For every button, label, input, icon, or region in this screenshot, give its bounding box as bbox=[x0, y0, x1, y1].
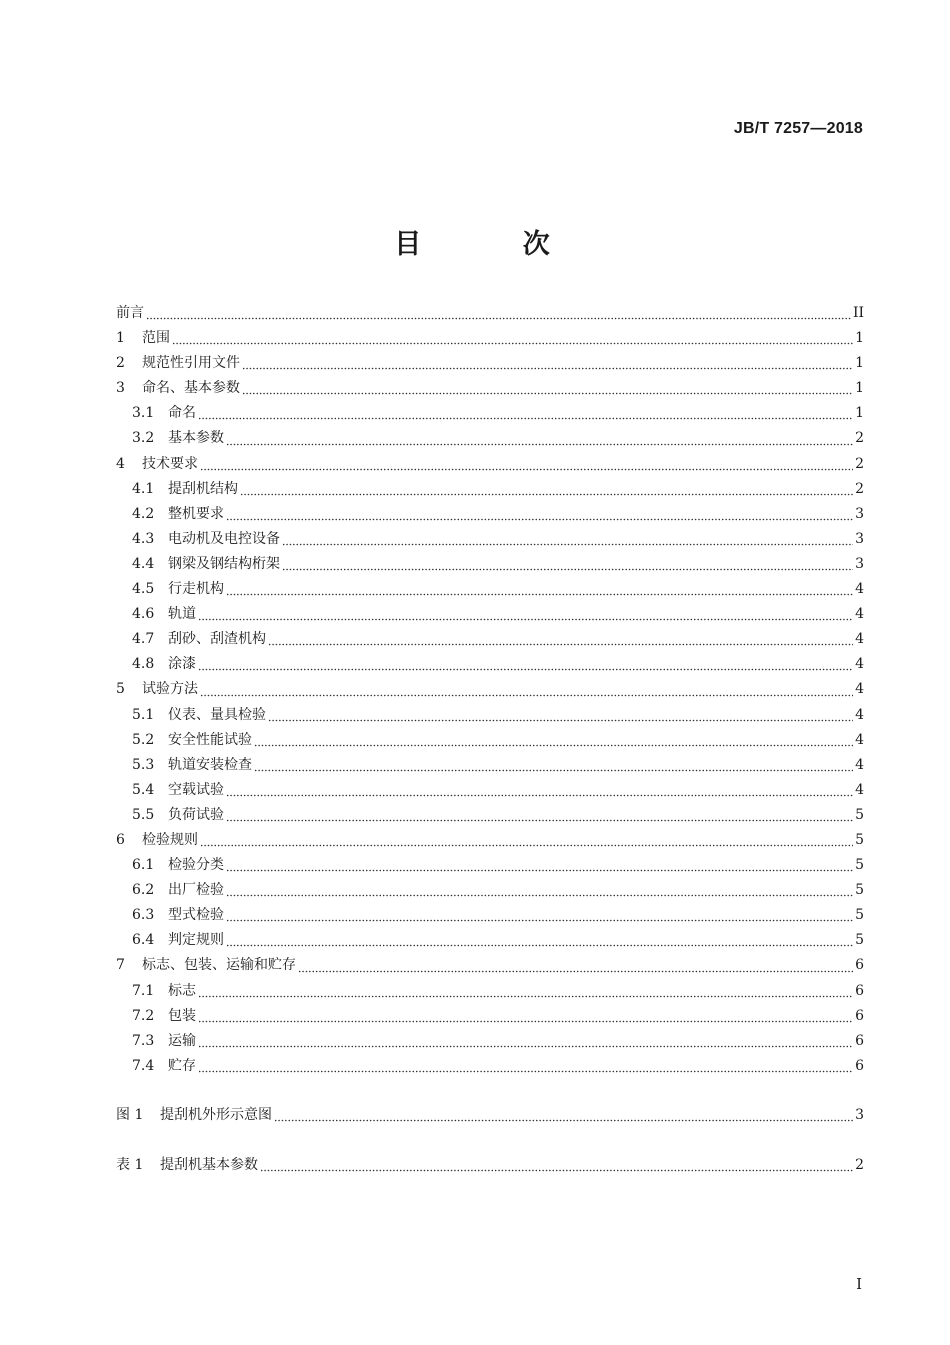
dot-leader bbox=[226, 862, 853, 872]
toc-entry-number: 6.1 bbox=[132, 857, 155, 874]
toc-entry-number: 3 bbox=[116, 380, 125, 397]
dot-leader bbox=[226, 436, 853, 446]
toc-entry-title: 行走机构 bbox=[168, 581, 224, 598]
toc-entry-number: 7.2 bbox=[132, 1007, 155, 1024]
dot-leader bbox=[298, 963, 853, 973]
toc-entry-title: 出厂检验 bbox=[168, 882, 224, 899]
toc-entry-title: 试验方法 bbox=[142, 681, 198, 698]
dot-leader bbox=[268, 636, 853, 646]
dot-leader bbox=[200, 461, 853, 471]
dot-leader bbox=[260, 1162, 853, 1172]
toc-entry-page: 5 bbox=[855, 907, 864, 924]
toc-entry-page: 2 bbox=[855, 430, 864, 447]
toc-entry-number: 4.6 bbox=[132, 606, 155, 623]
toc-entry-title: 贮存 bbox=[168, 1057, 196, 1074]
dot-leader bbox=[240, 486, 853, 496]
toc-entry-page: 6 bbox=[855, 1032, 864, 1049]
dot-leader bbox=[282, 536, 853, 546]
toc-entry[interactable] bbox=[116, 376, 864, 401]
dot-leader bbox=[198, 1063, 853, 1073]
toc-entry-title: 型式检验 bbox=[168, 907, 224, 924]
toc-entry-page: 1 bbox=[855, 355, 864, 372]
toc-entry-page: 4 bbox=[855, 656, 864, 673]
toc-entry-number: 4.2 bbox=[132, 505, 155, 522]
dot-leader bbox=[282, 561, 853, 571]
toc-entry-number: 表 1 bbox=[116, 1156, 144, 1173]
toc-entry-number: 6 bbox=[116, 831, 125, 848]
dot-leader bbox=[226, 511, 853, 521]
toc-entry-title: 提刮机结构 bbox=[168, 480, 238, 497]
dot-leader bbox=[242, 360, 853, 370]
toc-entry-number: 3.2 bbox=[132, 430, 155, 447]
toc-entry-page: 2 bbox=[855, 1156, 864, 1173]
toc-entry[interactable] bbox=[116, 728, 864, 753]
toc-entry[interactable] bbox=[116, 979, 864, 1004]
toc-entry-number: 7.3 bbox=[132, 1032, 155, 1049]
toc-entry[interactable] bbox=[116, 401, 864, 426]
toc-entry-title: 技术要求 bbox=[142, 455, 198, 472]
toc-entry-page: 1 bbox=[855, 405, 864, 422]
toc-entry-number: 4.3 bbox=[132, 530, 155, 547]
toc-entry[interactable] bbox=[116, 452, 864, 477]
toc-entry[interactable] bbox=[116, 552, 864, 577]
dot-leader bbox=[226, 912, 853, 922]
figure-list-entry[interactable] bbox=[116, 1103, 864, 1128]
toc-entry-title: 空载试验 bbox=[168, 781, 224, 798]
toc-entry-title: 检验规则 bbox=[142, 831, 198, 848]
toc-entry-number: 7.1 bbox=[132, 982, 155, 999]
toc-entry-number: 5.4 bbox=[132, 781, 155, 798]
toc-entry[interactable] bbox=[116, 703, 864, 728]
toc-entry-title: 整机要求 bbox=[168, 505, 224, 522]
toc-entry[interactable] bbox=[116, 828, 864, 853]
toc-entry[interactable] bbox=[116, 803, 864, 828]
toc-entry-title: 仪表、量具检验 bbox=[168, 706, 266, 723]
dot-leader bbox=[198, 1038, 853, 1048]
toc-entry-title: 规范性引用文件 bbox=[142, 355, 240, 372]
toc-entry-title: 前言 bbox=[116, 305, 144, 321]
dot-leader bbox=[200, 687, 853, 697]
toc-entry[interactable] bbox=[116, 953, 864, 978]
toc-entry-number: 6.3 bbox=[132, 907, 155, 924]
toc-entry-number: 4.1 bbox=[132, 480, 155, 497]
dot-leader bbox=[268, 712, 853, 722]
toc-entry-page: II bbox=[852, 305, 864, 321]
dot-leader bbox=[226, 937, 853, 947]
toc-entry-number: 5.5 bbox=[132, 806, 155, 823]
toc-entry-number: 图 1 bbox=[116, 1107, 144, 1124]
dot-leader bbox=[198, 1013, 853, 1023]
toc-entry-title: 包装 bbox=[168, 1007, 196, 1024]
dot-leader bbox=[226, 787, 853, 797]
toc-entry-page: 3 bbox=[855, 530, 864, 547]
toc-entry-number: 4 bbox=[116, 455, 125, 472]
toc-entry[interactable] bbox=[116, 577, 864, 602]
toc-entry-title: 提刮机外形示意图 bbox=[160, 1107, 272, 1124]
toc-entry-number: 3.1 bbox=[132, 405, 155, 422]
toc-entry-title: 标志 bbox=[168, 982, 196, 999]
toc-entry[interactable] bbox=[116, 778, 864, 803]
toc-entry-title: 涂漆 bbox=[168, 656, 196, 673]
toc-entry-page: 4 bbox=[855, 756, 864, 773]
toc-entry-number: 4.7 bbox=[132, 631, 155, 648]
toc-entry[interactable] bbox=[116, 652, 864, 677]
toc-entry[interactable] bbox=[116, 753, 864, 778]
dot-leader bbox=[226, 586, 853, 596]
toc-entry-page: 2 bbox=[855, 455, 864, 472]
toc-entry[interactable] bbox=[116, 903, 864, 928]
toc-entry-title: 提刮机基本参数 bbox=[160, 1156, 258, 1173]
dot-leader bbox=[226, 812, 853, 822]
toc-entry-number: 5 bbox=[116, 681, 125, 698]
toc-entry[interactable] bbox=[116, 928, 864, 953]
toc-entry-title: 检验分类 bbox=[168, 857, 224, 874]
toc-entry-number: 4.4 bbox=[132, 555, 155, 572]
dot-leader bbox=[254, 762, 853, 772]
toc-entry-number: 6.2 bbox=[132, 882, 155, 899]
toc-entry-title: 电动机及电控设备 bbox=[168, 530, 280, 547]
toc-entry-number: 5.2 bbox=[132, 731, 155, 748]
toc-entry-title: 刮砂、刮渣机构 bbox=[168, 631, 266, 648]
toc-entry[interactable] bbox=[116, 627, 864, 652]
toc-entry-number: 6.4 bbox=[132, 932, 155, 949]
toc-entry-page: 4 bbox=[855, 731, 864, 748]
dot-leader bbox=[198, 611, 853, 621]
dot-leader bbox=[200, 837, 853, 847]
toc-entry[interactable] bbox=[116, 351, 864, 376]
toc-entry[interactable] bbox=[116, 301, 864, 326]
toc-entry-title: 轨道 bbox=[168, 606, 196, 623]
toc-entry-page: 3 bbox=[855, 555, 864, 572]
toc-entry-title: 轨道安装检查 bbox=[168, 756, 252, 773]
toc-entry-title: 基本参数 bbox=[168, 430, 224, 447]
toc-entry-page: 4 bbox=[855, 781, 864, 798]
toc-entry[interactable] bbox=[116, 326, 864, 351]
dot-leader bbox=[274, 1112, 853, 1122]
toc-entry-number: 5.1 bbox=[132, 706, 155, 723]
toc-entry[interactable] bbox=[116, 677, 864, 702]
toc-entry-number: 2 bbox=[116, 355, 125, 372]
toc-entry-number: 7.4 bbox=[132, 1057, 155, 1074]
dot-leader bbox=[254, 737, 853, 747]
toc-entry-title: 命名、基本参数 bbox=[142, 380, 240, 397]
toc-entry-page: 1 bbox=[855, 380, 864, 397]
toc-entry-number: 7 bbox=[116, 957, 125, 974]
toc-entry-page: 3 bbox=[855, 505, 864, 522]
toc-entry[interactable] bbox=[116, 477, 864, 502]
toc-entry-title: 安全性能试验 bbox=[168, 731, 252, 748]
toc-entry-title: 范围 bbox=[142, 330, 170, 347]
toc-entry-page: 5 bbox=[855, 831, 864, 848]
toc-entry-title: 标志、包装、运输和贮存 bbox=[142, 957, 296, 974]
dot-leader bbox=[226, 887, 853, 897]
toc-entry-title: 判定规则 bbox=[168, 932, 224, 949]
toc-entry-page: 1 bbox=[855, 330, 864, 347]
toc-entry[interactable] bbox=[116, 426, 864, 451]
toc-entry-page: 5 bbox=[855, 806, 864, 823]
toc-entry-number: 5.3 bbox=[132, 756, 155, 773]
toc-entry-page: 5 bbox=[855, 882, 864, 899]
dot-leader bbox=[146, 310, 851, 320]
toc-entry-title: 钢梁及钢结构桁架 bbox=[168, 555, 280, 572]
dot-leader bbox=[198, 661, 853, 671]
toc-entry-page: 6 bbox=[855, 957, 864, 974]
dot-leader bbox=[198, 410, 853, 420]
toc-entry-number: 1 bbox=[116, 330, 125, 347]
toc-entry-page: 4 bbox=[855, 606, 864, 623]
table-list-entry[interactable] bbox=[116, 1153, 864, 1178]
toc-entry-page: 3 bbox=[855, 1107, 864, 1124]
toc-entry-title: 命名 bbox=[168, 405, 196, 422]
toc-entry-page: 6 bbox=[855, 1007, 864, 1024]
dot-leader bbox=[172, 335, 853, 345]
dot-leader bbox=[198, 988, 853, 998]
dot-leader bbox=[242, 385, 853, 395]
toc-entry[interactable] bbox=[116, 1029, 864, 1054]
toc-entry[interactable] bbox=[116, 1054, 864, 1079]
page-number: I bbox=[856, 1275, 862, 1293]
toc-entry[interactable] bbox=[116, 502, 864, 527]
standard-number: JB/T 7257—2018 bbox=[733, 120, 863, 137]
toc-entry-page: 5 bbox=[855, 932, 864, 949]
toc-entry[interactable] bbox=[116, 527, 864, 552]
toc-entry-page: 5 bbox=[855, 857, 864, 874]
toc-entry-page: 6 bbox=[855, 982, 864, 999]
table-of-contents bbox=[116, 301, 864, 1178]
toc-entry-title: 运输 bbox=[168, 1032, 196, 1049]
toc-entry[interactable] bbox=[116, 878, 864, 903]
toc-entry-page: 2 bbox=[855, 480, 864, 497]
toc-entry[interactable] bbox=[116, 853, 864, 878]
page-title: 目 次 bbox=[394, 229, 596, 260]
toc-entry[interactable] bbox=[116, 602, 864, 627]
toc-entry-page: 4 bbox=[855, 631, 864, 648]
toc-entry-page: 6 bbox=[855, 1057, 864, 1074]
toc-entry[interactable] bbox=[116, 1004, 864, 1029]
toc-entry-number: 4.5 bbox=[132, 581, 155, 598]
toc-entry-page: 4 bbox=[855, 581, 864, 598]
toc-entry-page: 4 bbox=[855, 681, 864, 698]
toc-entry-page: 4 bbox=[855, 706, 864, 723]
toc-entry-number: 4.8 bbox=[132, 656, 155, 673]
toc-entry-title: 负荷试验 bbox=[168, 806, 224, 823]
